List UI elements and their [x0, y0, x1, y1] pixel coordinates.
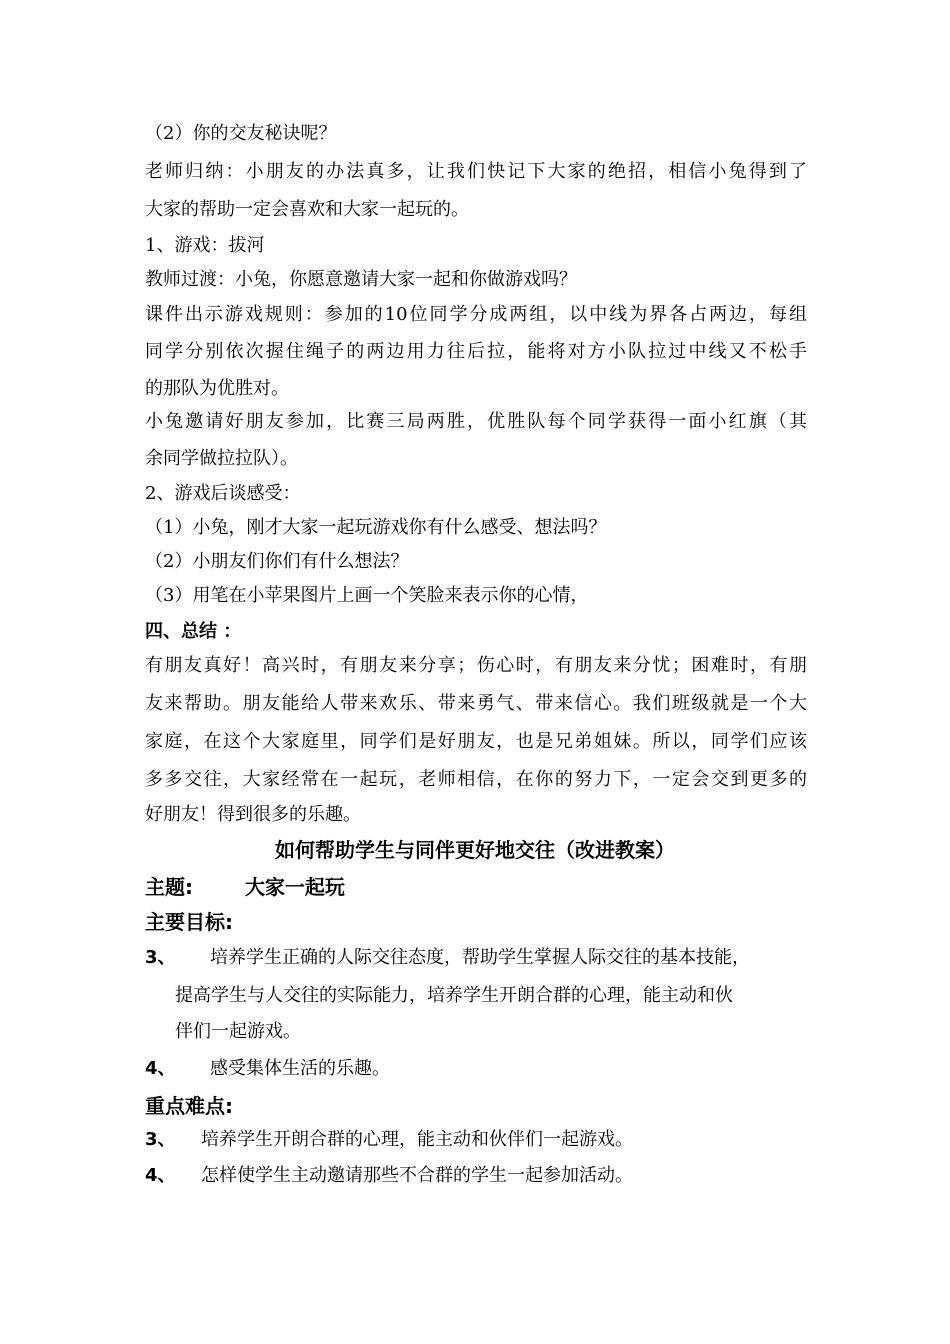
- game-rules-line-3: 的那队为优胜对。: [145, 378, 289, 399]
- goal-4-line: [145, 1057, 390, 1081]
- key-point-4-line: [145, 1164, 633, 1188]
- game-title: 1、游戏：拔河: [145, 235, 265, 256]
- game-rules-line-2: 同学分别依次握住绳子的两边用力往后拉，能将对方小队拉过中线又不松手: [145, 341, 807, 362]
- key-point-3-text: 培养学生开朗合群的心理，能主动和伙伴们一起游戏。: [201, 1129, 633, 1150]
- goal-4-number: 4、: [145, 1058, 176, 1079]
- theme-value: 大家一起玩: [244, 875, 345, 899]
- goal-3-line-3: 伴们一起游戏。: [175, 1021, 301, 1042]
- lesson-plan-title: 如何帮助学生与同伴更好地交往（改进教案）: [275, 838, 675, 862]
- game-rules-line-1: 课件出示游戏规则：参加的10位同学分成两组，以中线为界各占两边，每组: [145, 304, 807, 325]
- invite-line-2: 余同学做拉拉队）。: [145, 448, 298, 469]
- key-point-3-number: 3、: [145, 1129, 176, 1150]
- invite-line-1: 小兔邀请好朋友参加，比赛三局两胜，优胜队每个同学获得一面小红旗（其: [145, 411, 807, 432]
- conclusion-line-3: 家庭，在这个大家庭里，同学们是好朋友，也是兄弟姐妹。所以，同学们应该: [145, 731, 807, 752]
- goal-3-text: 培养学生正确的人际交往态度，帮助学生掌握人际交往的基本技能，: [210, 947, 750, 968]
- key-point-4-text: 怎样使学生主动邀请那些不合群的学生一起参加活动。: [201, 1165, 633, 1186]
- conclusion-heading: 四、总结 ：: [145, 621, 242, 642]
- after-game-question-3: （3）用笔在小苹果图片上画一个笑脸来表示你的心情，: [145, 585, 589, 606]
- teacher-transition: 教师过渡：小兔，你愿意邀请大家一起和你做游戏吗？: [145, 269, 577, 290]
- teacher-summary-line-2: 大家的帮助一定会喜欢和大家一起玩的。: [145, 199, 469, 220]
- key-points-heading: 重点难点:: [145, 1094, 233, 1118]
- theme-line: [145, 873, 345, 901]
- teacher-summary-line-1: 老师归纳：小朋友的办法真多，让我们快记下大家的绝招，相信小兔得到了: [145, 161, 807, 182]
- goal-3-number: 3、: [145, 947, 176, 968]
- after-game-question-1: （1）小兔，刚才大家一起玩游戏你有什么感受、想法吗？: [145, 517, 607, 538]
- theme-label: 主题:: [145, 875, 193, 899]
- question-2-line: （2）你的交友秘诀呢？: [145, 123, 337, 144]
- goal-4-text: 感受集体生活的乐趣。: [210, 1058, 390, 1079]
- conclusion-line-1: 有朋友真好！高兴时，有朋友来分享；伤心时，有朋友来分忧；困难时，有朋: [145, 655, 807, 676]
- after-game-title: 2、游戏后谈感受：: [145, 483, 301, 504]
- goals-heading: 主要目标:: [145, 910, 233, 934]
- key-point-3-line: [145, 1128, 633, 1152]
- conclusion-line-5: 好朋友！得到很多的乐趣。: [145, 804, 361, 825]
- goal-3-line-1: [145, 946, 750, 970]
- conclusion-line-2: 友来帮助。朋友能给人带来欢乐、带来勇气、带来信心。我们班级就是一个大: [145, 693, 807, 714]
- goal-3-line-2: 提高学生与人交往的实际能力，培养学生开朗合群的心理，能主动和伙: [175, 985, 733, 1006]
- key-point-4-number: 4、: [145, 1165, 176, 1186]
- conclusion-line-4: 多多交往，大家经常在一起玩，老师相信，在你的努力下，一定会交到更多的: [145, 769, 807, 790]
- after-game-question-2: （2）小朋友们你们有什么想法？: [145, 551, 409, 572]
